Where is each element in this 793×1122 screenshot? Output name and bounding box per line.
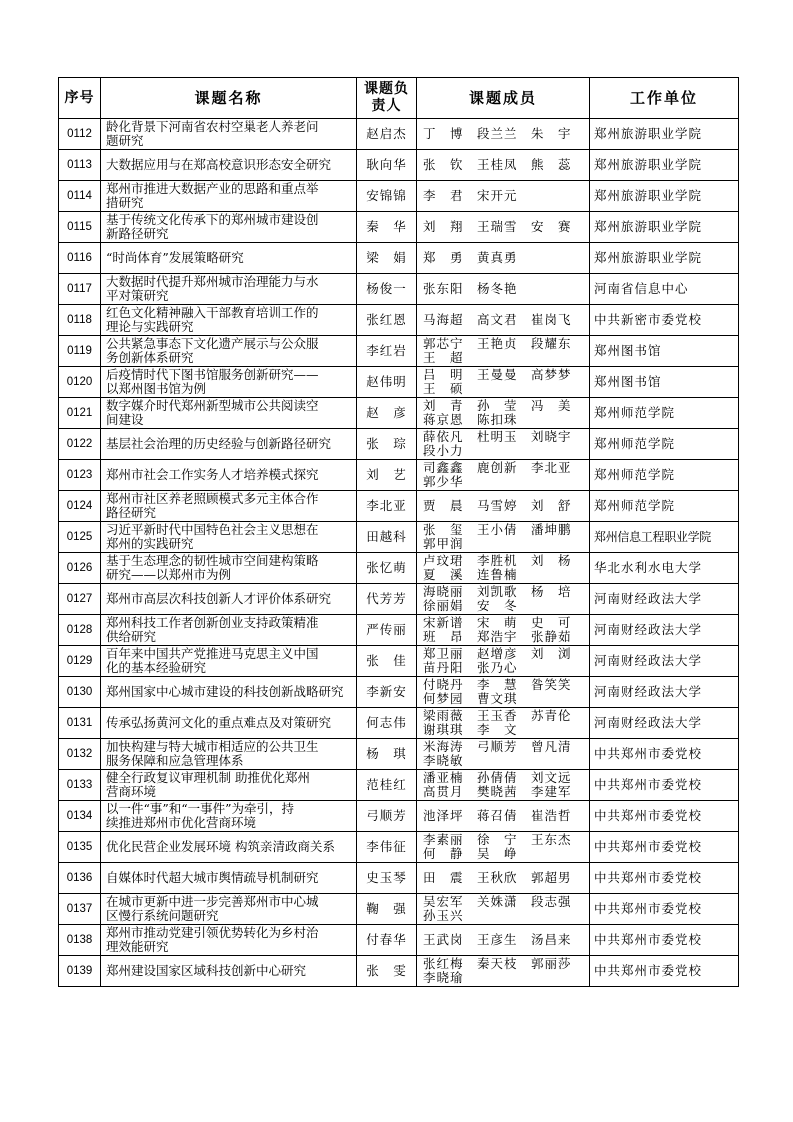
title-line: 郑州市社区养老照顾模式多元主体合作 <box>106 491 319 506</box>
row-number: 0113 <box>59 150 101 181</box>
row-number: 0132 <box>59 739 101 770</box>
work-unit: 中共新密市委党校 <box>590 305 739 336</box>
table-body <box>59 119 739 987</box>
row-number: 0137 <box>59 894 101 925</box>
members-line: 潘亚楠 孙倩倩 刘文远 <box>423 770 572 785</box>
members-line: 王武岗 王彦生 汤昌来 <box>423 932 572 947</box>
topic-title <box>101 863 357 894</box>
topic-leader: 史玉琴 <box>357 863 417 894</box>
work-unit: 中共郑州市委党校 <box>590 894 739 925</box>
table-row <box>59 832 739 863</box>
work-unit: 郑州旅游职业学院 <box>590 181 739 212</box>
row-number: 0127 <box>59 584 101 615</box>
topic-members <box>417 398 590 429</box>
row-number: 0136 <box>59 863 101 894</box>
members-line: 何梦园 曹文琪 <box>423 691 518 706</box>
members-line: 吕 明 王曼曼 高梦梦 <box>423 367 572 382</box>
row-number: 0129 <box>59 646 101 677</box>
title-line: 在城市更新中进一步完善郑州市中心城 <box>106 894 319 909</box>
header-leader: 课题负责人 <box>357 78 417 119</box>
row-number: 0114 <box>59 181 101 212</box>
table-row <box>59 770 739 801</box>
topic-title <box>101 522 357 553</box>
header-members: 课题成员 <box>417 78 590 119</box>
title-line: 自媒体时代超大城市舆情疏导机制研究 <box>106 870 319 885</box>
title-line: 务创新体系研究 <box>106 350 194 365</box>
row-number: 0138 <box>59 925 101 956</box>
title-line: 郑州的实践研究 <box>106 536 194 551</box>
table-row <box>59 460 739 491</box>
row-number: 0134 <box>59 801 101 832</box>
title-line: 郑州国家中心城市建设的科技创新战略研究 <box>106 684 344 699</box>
row-number: 0130 <box>59 677 101 708</box>
topic-title <box>101 460 357 491</box>
work-unit: 中共郑州市委党校 <box>590 925 739 956</box>
members-line: 刘 青 孙 莹 冯 美 <box>423 398 572 413</box>
topic-members <box>417 119 590 150</box>
topic-title <box>101 553 357 584</box>
row-number: 0116 <box>59 243 101 274</box>
members-line: 薛依凡 杜明玉 刘晓宇 <box>423 429 572 444</box>
topic-title <box>101 801 357 832</box>
topic-members <box>417 584 590 615</box>
header-unit: 工作单位 <box>590 78 739 119</box>
topic-leader: 李北亚 <box>357 491 417 522</box>
topic-members <box>417 429 590 460</box>
topic-leader: 付春华 <box>357 925 417 956</box>
topic-members <box>417 677 590 708</box>
title-line: 加快构建与特大城市相适应的公共卫生 <box>106 739 319 754</box>
title-line: 郑州市推动党建引领优势转化为乡村治 <box>106 925 319 940</box>
topic-members <box>417 739 590 770</box>
table-row <box>59 429 739 460</box>
topic-members <box>417 460 590 491</box>
topic-title <box>101 677 357 708</box>
title-line: 大数据时代提升郑州城市治理能力与水 <box>106 274 319 289</box>
members-line: 李晓瑜 <box>423 970 464 985</box>
work-unit: 郑州旅游职业学院 <box>590 212 739 243</box>
topic-members <box>417 243 590 274</box>
work-unit: 郑州旅游职业学院 <box>590 150 739 181</box>
header-seq: 序号 <box>59 78 101 119</box>
topic-leader: 耿向华 <box>357 150 417 181</box>
row-number: 0115 <box>59 212 101 243</box>
topic-leader: 张忆萌 <box>357 553 417 584</box>
title-line: 新路径研究 <box>106 226 169 241</box>
work-unit: 郑州师范学院 <box>590 460 739 491</box>
members-line: 李晓敏 <box>423 753 464 768</box>
topic-members <box>417 956 590 987</box>
topic-leader: 严传丽 <box>357 615 417 646</box>
topic-members <box>417 181 590 212</box>
members-line: 田 震 王秋欣 郭超男 <box>423 870 572 885</box>
work-unit: 郑州师范学院 <box>590 491 739 522</box>
title-line: 平对策研究 <box>106 288 169 303</box>
table-row <box>59 336 739 367</box>
topic-title <box>101 832 357 863</box>
row-number: 0139 <box>59 956 101 987</box>
table-row <box>59 212 739 243</box>
topic-title <box>101 925 357 956</box>
members-line: 卢玟珺 李胜机 刘 杨 <box>423 553 572 568</box>
topic-leader: 李伟征 <box>357 832 417 863</box>
members-line: 孙玉兴 <box>423 908 464 923</box>
table-row <box>59 615 739 646</box>
topic-title <box>101 429 357 460</box>
topic-leader: 杨 琪 <box>357 739 417 770</box>
topic-members <box>417 274 590 305</box>
title-line: 郑州市推进大数据产业的思路和重点举 <box>106 181 319 196</box>
members-line: 段小力 <box>423 443 464 458</box>
table-row <box>59 708 739 739</box>
work-unit: 郑州信息工程职业学院 <box>590 522 739 553</box>
work-unit: 中共郑州市委党校 <box>590 770 739 801</box>
title-line: 营商环境 <box>106 784 157 799</box>
title-line: 以郑州图书馆为例 <box>106 381 207 396</box>
table-row <box>59 491 739 522</box>
title-line: 传承弘扬黄河文化的重点难点及对策研究 <box>106 715 332 730</box>
row-number: 0135 <box>59 832 101 863</box>
title-line: 基于传统文化传承下的郑州城市建设创 <box>106 212 319 227</box>
topic-leader: 杨俊一 <box>357 274 417 305</box>
work-unit: 河南财经政法大学 <box>590 677 739 708</box>
title-line: 习近平新时代中国特色社会主义思想在 <box>106 522 319 537</box>
title-line: 续推进郑州市优化营商环境 <box>106 815 257 830</box>
topic-leader: 张 佳 <box>357 646 417 677</box>
members-line: 米海涛 弓顺芳 曾凡清 <box>423 739 572 754</box>
members-line: 宋新谱 宋 萌 史 可 <box>423 615 572 630</box>
topic-title <box>101 336 357 367</box>
title-line: 以一件“事”和“一事件”为牵引，持 <box>106 801 295 816</box>
topic-leader: 弓顺芳 <box>357 801 417 832</box>
topic-title <box>101 708 357 739</box>
topic-members <box>417 212 590 243</box>
row-number: 0122 <box>59 429 101 460</box>
row-number: 0119 <box>59 336 101 367</box>
members-line: 何 静 吴 峥 <box>423 846 518 861</box>
topic-members <box>417 646 590 677</box>
work-unit: 河南财经政法大学 <box>590 584 739 615</box>
row-number: 0124 <box>59 491 101 522</box>
title-line: 郑州市社会工作实务人才培养模式探究 <box>106 467 319 482</box>
title-line: 基层社会治理的历史经验与创新路径研究 <box>106 436 332 451</box>
table-row <box>59 367 739 398</box>
members-line: 吴宏军 关姝潇 段志强 <box>423 894 572 909</box>
members-line: 池泽坪 蒋召倩 崔浩哲 <box>423 808 572 823</box>
members-line: 苗丹阳 张乃心 <box>423 660 518 675</box>
title-line: 研究——以郑州市为例 <box>106 567 232 582</box>
topic-members <box>417 553 590 584</box>
title-line: 数字媒介时代郑州新型城市公共阅读空 <box>106 398 319 413</box>
title-line: 化的基本经验研究 <box>106 660 207 675</box>
topic-members <box>417 925 590 956</box>
title-line: 红色文化精神融入干部教育培训工作的 <box>106 305 319 320</box>
title-line: 郑州建设国家区域科技创新中心研究 <box>106 963 307 978</box>
row-number: 0133 <box>59 770 101 801</box>
topic-leader: 李红岩 <box>357 336 417 367</box>
members-line: 海晓丽 刘凯歌 杨 培 <box>423 584 572 599</box>
row-number: 0120 <box>59 367 101 398</box>
topic-title <box>101 615 357 646</box>
row-number: 0125 <box>59 522 101 553</box>
work-unit: 郑州旅游职业学院 <box>590 243 739 274</box>
topic-title <box>101 119 357 150</box>
work-unit: 中共郑州市委党校 <box>590 739 739 770</box>
topic-leader: 李新安 <box>357 677 417 708</box>
row-number: 0123 <box>59 460 101 491</box>
table-row <box>59 150 739 181</box>
topic-members <box>417 150 590 181</box>
topic-leader: 安锦锦 <box>357 181 417 212</box>
work-unit: 河南财经政法大学 <box>590 646 739 677</box>
work-unit: 河南省信息中心 <box>590 274 739 305</box>
work-unit: 郑州师范学院 <box>590 429 739 460</box>
title-line: 区慢行系统问题研究 <box>106 908 219 923</box>
work-unit: 华北水利水电大学 <box>590 553 739 584</box>
topic-leader: 范桂红 <box>357 770 417 801</box>
header-title: 课题名称 <box>101 78 357 119</box>
topic-title <box>101 584 357 615</box>
members-line: 张 钦 王桂凤 熊 蕊 <box>423 157 572 172</box>
topic-title <box>101 212 357 243</box>
title-line: 理效能研究 <box>106 939 169 954</box>
members-line: 王 硕 <box>423 381 464 396</box>
members-line: 李素丽 徐 宁 王东杰 <box>423 832 572 847</box>
title-line: 基于生态理念的韧性城市空间建构策略 <box>106 553 319 568</box>
members-line: 司鑫鑫 鹿创新 李北亚 <box>423 460 572 475</box>
work-unit: 中共郑州市委党校 <box>590 863 739 894</box>
members-line: 梁雨薇 王玉香 苏青伦 <box>423 708 572 723</box>
table-row <box>59 119 739 150</box>
members-line: 郑卫丽 赵增彦 刘 浏 <box>423 646 572 661</box>
topic-title <box>101 274 357 305</box>
work-unit: 郑州图书馆 <box>590 336 739 367</box>
title-line: 措研究 <box>106 195 144 210</box>
table-row <box>59 584 739 615</box>
work-unit: 郑州旅游职业学院 <box>590 119 739 150</box>
work-unit: 郑州师范学院 <box>590 398 739 429</box>
topic-leader: 梁 娟 <box>357 243 417 274</box>
table-row <box>59 274 739 305</box>
topic-title <box>101 243 357 274</box>
title-line: 题研究 <box>106 133 144 148</box>
table-row <box>59 646 739 677</box>
topic-title <box>101 770 357 801</box>
row-number: 0128 <box>59 615 101 646</box>
row-number: 0118 <box>59 305 101 336</box>
topic-members <box>417 522 590 553</box>
topic-title <box>101 894 357 925</box>
table-row <box>59 677 739 708</box>
topic-members <box>417 801 590 832</box>
table-row <box>59 181 739 212</box>
topic-members <box>417 305 590 336</box>
title-line: “时尚体育”发展策略研究 <box>106 250 244 265</box>
table-row <box>59 801 739 832</box>
row-number: 0121 <box>59 398 101 429</box>
table-row <box>59 863 739 894</box>
members-line: 马海超 高文君 崔岗飞 <box>423 312 572 327</box>
topic-members <box>417 615 590 646</box>
table-header-row <box>59 78 739 119</box>
topic-leader: 何志伟 <box>357 708 417 739</box>
members-line: 郑 勇 黄真勇 <box>423 250 518 265</box>
topic-title <box>101 956 357 987</box>
document-page <box>58 77 738 987</box>
members-line: 刘 翔 王瑞雪 安 赛 <box>423 219 572 234</box>
work-unit: 河南财经政法大学 <box>590 615 739 646</box>
topic-leader: 张 雯 <box>357 956 417 987</box>
table-row <box>59 925 739 956</box>
table-row <box>59 956 739 987</box>
title-line: 服务保障和应急管理体系 <box>106 753 244 768</box>
work-unit: 中共郑州市委党校 <box>590 801 739 832</box>
topic-leader: 代芳芳 <box>357 584 417 615</box>
topic-members <box>417 894 590 925</box>
members-line: 张东阳 杨冬艳 <box>423 281 518 296</box>
topic-title <box>101 181 357 212</box>
members-line: 郭甲润 <box>423 536 464 551</box>
research-topics-table <box>58 77 739 987</box>
topic-title <box>101 398 357 429</box>
topic-members <box>417 708 590 739</box>
table-row <box>59 739 739 770</box>
title-line: 龄化背景下河南省农村空巢老人养老问 <box>106 119 319 134</box>
members-line: 郭少华 <box>423 474 464 489</box>
topic-members <box>417 491 590 522</box>
topic-leader: 赵启杰 <box>357 119 417 150</box>
members-line: 高贯月 樊晓茜 李建军 <box>423 784 572 799</box>
table-row <box>59 305 739 336</box>
table-row <box>59 553 739 584</box>
work-unit: 郑州图书馆 <box>590 367 739 398</box>
members-line: 夏 溪 连鲁楠 <box>423 567 518 582</box>
table-row <box>59 398 739 429</box>
topic-members <box>417 367 590 398</box>
topic-leader: 赵伟明 <box>357 367 417 398</box>
title-line: 间建设 <box>106 412 144 427</box>
topic-members <box>417 336 590 367</box>
work-unit: 中共郑州市委党校 <box>590 956 739 987</box>
topic-members <box>417 770 590 801</box>
table-row <box>59 522 739 553</box>
topic-leader: 鞠 强 <box>357 894 417 925</box>
topic-leader: 秦 华 <box>357 212 417 243</box>
topic-leader: 张 琮 <box>357 429 417 460</box>
title-line: 健全行政复议审理机制 助推优化郑州 <box>106 770 310 785</box>
members-line: 班 昂 郑浩宇 张静茹 <box>423 629 572 644</box>
topic-members <box>417 832 590 863</box>
members-line: 张红梅 秦天枝 郭丽莎 <box>423 956 572 971</box>
title-line: 公共紧急事态下文化遗产展示与公众服 <box>106 336 319 351</box>
topic-title <box>101 150 357 181</box>
members-line: 李 君 宋开元 <box>423 188 518 203</box>
members-line: 谢琪琪 李 文 <box>423 722 518 737</box>
members-line: 徐丽娟 安 冬 <box>423 598 518 613</box>
topic-leader: 张红恩 <box>357 305 417 336</box>
members-line: 蒋京恩 陈扣珠 <box>423 412 518 427</box>
title-line: 路径研究 <box>106 505 157 520</box>
row-number: 0112 <box>59 119 101 150</box>
work-unit: 中共郑州市委党校 <box>590 832 739 863</box>
title-line: 供给研究 <box>106 629 157 644</box>
work-unit: 河南财经政法大学 <box>590 708 739 739</box>
topic-title <box>101 305 357 336</box>
members-line: 郭芯宁 王艳贞 段耀东 <box>423 336 572 351</box>
members-line: 张 玺 王小倩 潘坤鹏 <box>423 522 572 537</box>
topic-title <box>101 646 357 677</box>
title-line: 后疫情时代下图书馆服务创新研究—— <box>106 367 319 382</box>
title-line: 百年来中国共产党推进马克思主义中国 <box>106 646 319 661</box>
title-line: 理论与实践研究 <box>106 319 194 334</box>
title-line: 大数据应用与在郑高校意识形态安全研究 <box>106 157 332 172</box>
row-number: 0117 <box>59 274 101 305</box>
members-line: 贾 晨 马雪婷 刘 舒 <box>423 498 572 513</box>
title-line: 郑州市高层次科技创新人才评价体系研究 <box>106 591 332 606</box>
members-line: 丁 博 段兰兰 朱 宇 <box>423 126 572 141</box>
row-number: 0131 <box>59 708 101 739</box>
table-row <box>59 894 739 925</box>
members-line: 付晓丹 李 慧 昝笑笑 <box>423 677 572 692</box>
members-line: 王 超 <box>423 350 464 365</box>
topic-leader: 田越科 <box>357 522 417 553</box>
topic-title <box>101 367 357 398</box>
title-line: 优化民营企业发展环境 构筑亲清政商关系 <box>106 839 335 854</box>
topic-title <box>101 739 357 770</box>
row-number: 0126 <box>59 553 101 584</box>
topic-members <box>417 863 590 894</box>
title-line: 郑州科技工作者创新创业支持政策精准 <box>106 615 319 630</box>
topic-leader: 刘 艺 <box>357 460 417 491</box>
topic-leader: 赵 彦 <box>357 398 417 429</box>
table-row <box>59 243 739 274</box>
topic-title <box>101 491 357 522</box>
